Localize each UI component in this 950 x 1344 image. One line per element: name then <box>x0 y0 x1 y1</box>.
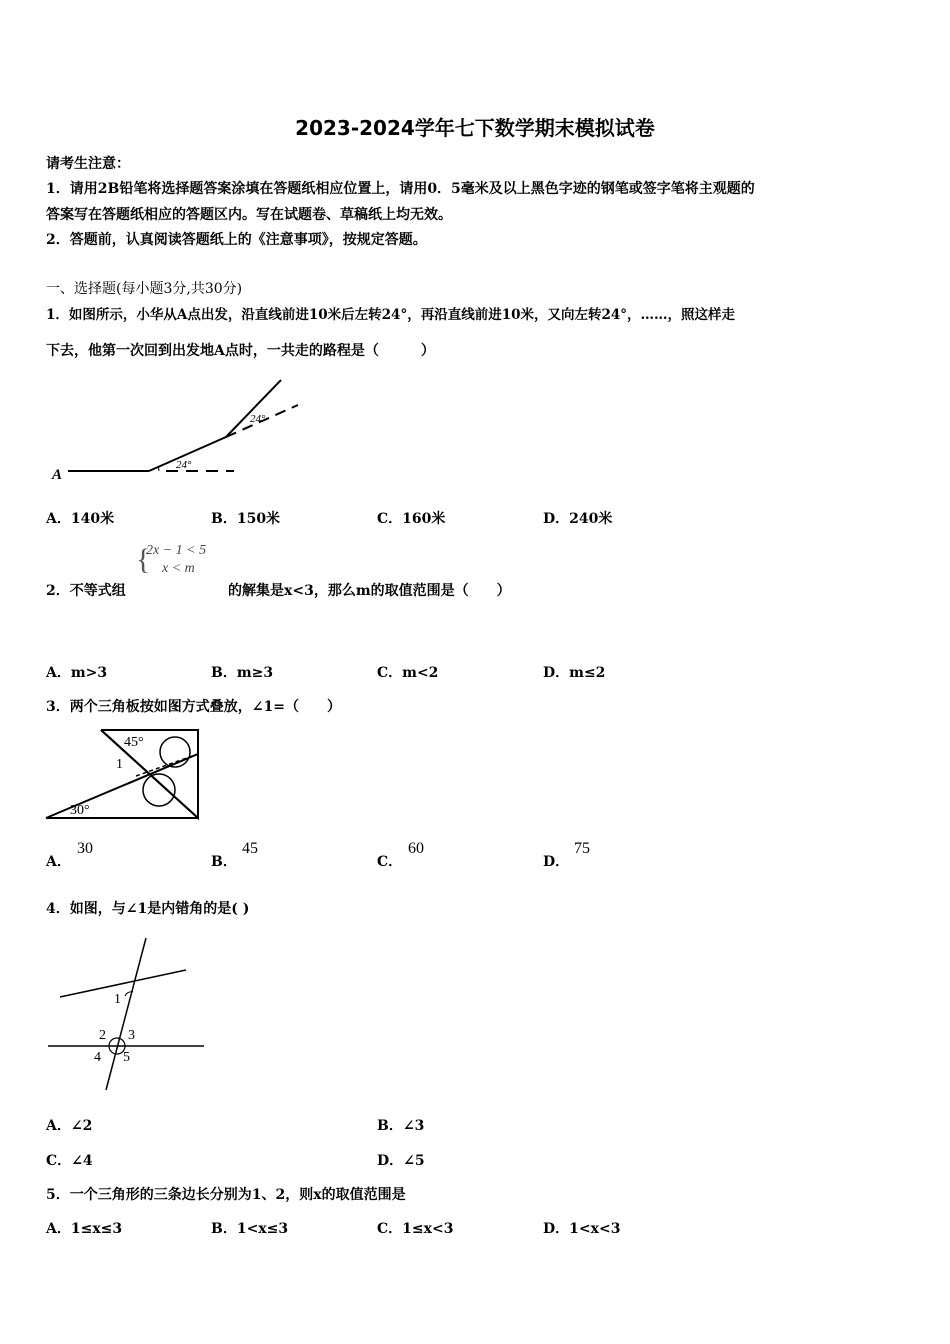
q4-option-a[interactable]: A．∠2 <box>46 1118 93 1134</box>
q3-option-c-letter[interactable]: C． <box>377 854 403 870</box>
q3-angle-1-label: 1 <box>116 757 123 772</box>
q2-option-d[interactable]: D．m≤2 <box>543 665 606 681</box>
q3-option-c-value[interactable]: 60 <box>408 840 424 857</box>
q3-option-d-value[interactable]: 75 <box>574 840 590 857</box>
q2-system-line1: 2x − 1 < 5 <box>146 543 207 558</box>
q5-text: 5．一个三角形的三条边长分别为1、2，则x的取值范围是 <box>46 1187 406 1203</box>
q3-option-d-letter[interactable]: D． <box>543 854 570 870</box>
q4-label-2: 2 <box>99 1028 106 1043</box>
notice-heading: 请考生注意： <box>46 156 130 172</box>
page-title: 2023-2024学年七下数学期末模拟试卷 <box>295 116 655 140</box>
q1-text-line1: 1．如图所示，小华从A点出发，沿直线前进10米后左转24°，再沿直线前进10米，又向左转24°，……，照这样走 <box>46 307 736 323</box>
section-heading: 一、选择题(每小题3分,共30分) <box>46 281 243 297</box>
q5-option-a[interactable]: A．1≤x≤3 <box>46 1221 123 1237</box>
q1-text-line2: 下去，他第一次回到出发地A点时，一共走的路程是（ ） <box>46 343 435 359</box>
q3-option-a-value[interactable]: 30 <box>77 840 93 857</box>
q4-label-4: 4 <box>94 1050 101 1065</box>
notice-line-2: 2．答题前，认真阅读答题纸上的《注意事项》，按规定答题。 <box>46 232 427 248</box>
q4-figure <box>46 935 206 1095</box>
q1-angle-label-2: 24° <box>250 413 266 425</box>
q4-option-d[interactable]: D．∠5 <box>377 1153 425 1169</box>
q3-angle-45-label: 45° <box>124 735 144 750</box>
notice-line-1b: 答案写在答题纸相应的答题区内。写在试题卷、草稿纸上均无效。 <box>46 207 452 223</box>
q3-angle-30-label: 30° <box>70 803 90 818</box>
brace-icon: { <box>136 543 151 576</box>
q1-angle-label-1: 24° <box>176 459 192 471</box>
q2-option-a[interactable]: A．m>3 <box>46 665 108 681</box>
q1-option-d[interactable]: D．240米 <box>543 511 613 527</box>
q4-label-5: 5 <box>123 1050 130 1065</box>
q5-option-c[interactable]: C．1≤x<3 <box>377 1221 454 1237</box>
q4-option-c[interactable]: C．∠4 <box>46 1153 93 1169</box>
q2-text-suffix: 的解集是x<3，那么m的取值范围是（ ） <box>228 583 511 599</box>
q1-option-c[interactable]: C．160米 <box>377 511 446 527</box>
q4-option-b[interactable]: B．∠3 <box>377 1118 425 1134</box>
q2-text-prefix: 2．不等式组 <box>46 583 126 599</box>
q5-option-d[interactable]: D．1<x<3 <box>543 1221 621 1237</box>
q3-figure <box>44 726 204 822</box>
q2-option-c[interactable]: C．m<2 <box>377 665 439 681</box>
q1-option-a[interactable]: A．140米 <box>46 511 115 527</box>
q2-inequality-system <box>136 542 206 578</box>
q1-point-A: A <box>52 467 63 483</box>
notice-line-1a: 1．请用2B铅笔将选择题答案涂填在答题纸相应位置上，请用0．5毫米及以上黑色字迹的钢笔或签字笔将主观题的 <box>46 181 755 197</box>
q4-label-1: 1 <box>114 992 121 1007</box>
q5-option-b[interactable]: B．1<x≤3 <box>211 1221 289 1237</box>
q3-text: 3．两个三角板按如图方式叠放，∠1=（ ） <box>46 699 341 715</box>
q1-figure <box>46 375 306 490</box>
q2-option-b[interactable]: B．m≥3 <box>211 665 274 681</box>
q4-text: 4．如图，与∠1是内错角的是( ) <box>46 901 250 917</box>
q3-option-b-value[interactable]: 45 <box>242 840 258 857</box>
q3-option-a-letter[interactable]: A． <box>46 854 71 870</box>
q4-label-3: 3 <box>128 1028 135 1043</box>
q3-option-b-letter[interactable]: B． <box>211 854 237 870</box>
q2-system-line2: x < m <box>162 561 195 576</box>
q1-option-b[interactable]: B．150米 <box>211 511 281 527</box>
